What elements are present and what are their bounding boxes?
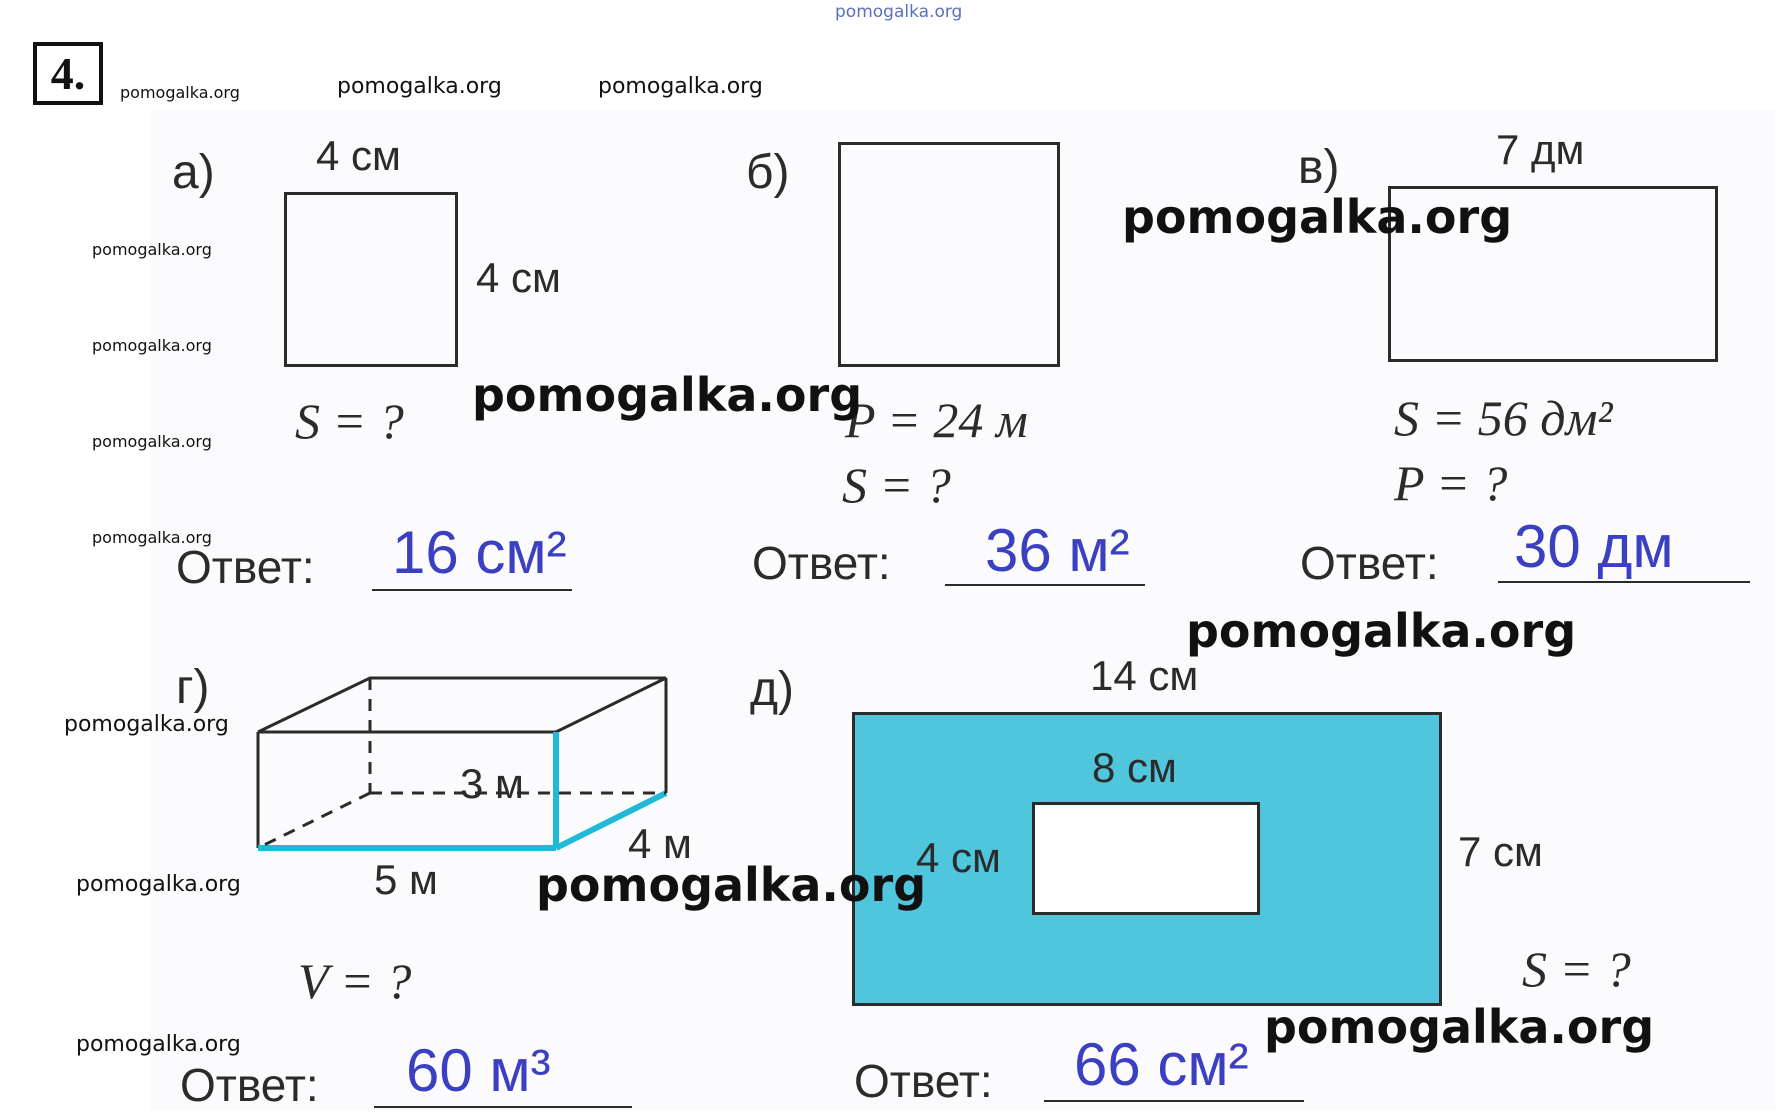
problem-b-formula-p: P = 24 м bbox=[845, 392, 1028, 448]
problem-e-answer-label: Ответ: bbox=[854, 1055, 993, 1107]
inner-cutout-rectangle bbox=[1032, 802, 1260, 915]
problem-c-letter: в) bbox=[1298, 141, 1340, 194]
cuboid-hidden-diagonal bbox=[258, 793, 370, 848]
problem-c-formula-p: P = ? bbox=[1394, 455, 1508, 511]
problem-d-depth: 3 м bbox=[460, 760, 524, 807]
problem-e-outer-top: 14 см bbox=[1090, 652, 1199, 699]
problem-c-answer-value: 30 дм bbox=[1514, 513, 1674, 580]
watermark: pomogalka.org bbox=[120, 83, 240, 102]
problem-a-answer-label: Ответ: bbox=[176, 541, 315, 593]
watermark: pomogalka.org bbox=[92, 432, 212, 451]
problem-b-formula-s: S = ? bbox=[842, 457, 951, 513]
watermark: pomogalka.org bbox=[76, 872, 241, 897]
watermark: pomogalka.org bbox=[92, 240, 212, 259]
problem-e-letter: д) bbox=[750, 663, 794, 716]
problem-e-inner-left: 4 см bbox=[916, 834, 1001, 881]
problem-d-letter: г) bbox=[176, 661, 210, 714]
problem-a-answer-value: 16 см² bbox=[392, 519, 567, 586]
answer-line-e bbox=[1044, 1100, 1304, 1102]
problem-c-answer-label: Ответ: bbox=[1300, 537, 1439, 589]
watermark-large: pomogalka.org bbox=[472, 368, 863, 422]
problem-d-length: 5 м bbox=[374, 856, 438, 903]
problem-a-top-side: 4 см bbox=[316, 132, 401, 179]
watermark: pomogalka.org bbox=[76, 1032, 241, 1057]
problem-a-formula: S = ? bbox=[295, 393, 404, 449]
answer-line-d bbox=[374, 1106, 632, 1108]
problem-c-top-side: 7 дм bbox=[1496, 126, 1585, 173]
problem-d-width: 4 м bbox=[628, 820, 692, 867]
watermark-large: pomogalka.org bbox=[536, 858, 927, 912]
problem-c-formula-s: S = 56 дм² bbox=[1394, 390, 1613, 446]
watermark: pomogalka.org bbox=[92, 528, 212, 547]
problem-b-answer-label: Ответ: bbox=[752, 537, 891, 589]
problem-e-formula: S = ? bbox=[1522, 941, 1631, 997]
watermark-large: pomogalka.org bbox=[1264, 1000, 1655, 1054]
watermark: pomogalka.org bbox=[337, 74, 502, 99]
problem-d-answer-value: 60 м³ bbox=[406, 1037, 551, 1104]
task-number: 4. bbox=[33, 42, 103, 105]
problem-a-right-side: 4 см bbox=[476, 254, 561, 301]
problem-d-formula: V = ? bbox=[298, 953, 412, 1009]
problem-e-inner-top: 8 см bbox=[1092, 744, 1177, 791]
problem-b-answer-value: 36 м² bbox=[985, 517, 1130, 584]
problem-a-letter: а) bbox=[172, 146, 215, 199]
problem-d-answer-label: Ответ: bbox=[180, 1059, 319, 1111]
watermark-large: pomogalka.org bbox=[1186, 604, 1577, 658]
problem-b-letter: б) bbox=[746, 146, 790, 199]
watermark: pomogalka.org bbox=[92, 336, 212, 355]
watermark-large: pomogalka.org bbox=[1122, 190, 1513, 244]
problem-e-outer-right: 7 см bbox=[1458, 828, 1543, 875]
cuboid-top-face bbox=[258, 678, 666, 732]
watermark: pomogalka.org bbox=[598, 74, 763, 99]
problem-e-answer-value: 66 см² bbox=[1074, 1031, 1249, 1098]
watermark: pomogalka.org bbox=[64, 712, 229, 737]
watermark-top: pomogalka.org bbox=[835, 2, 963, 22]
